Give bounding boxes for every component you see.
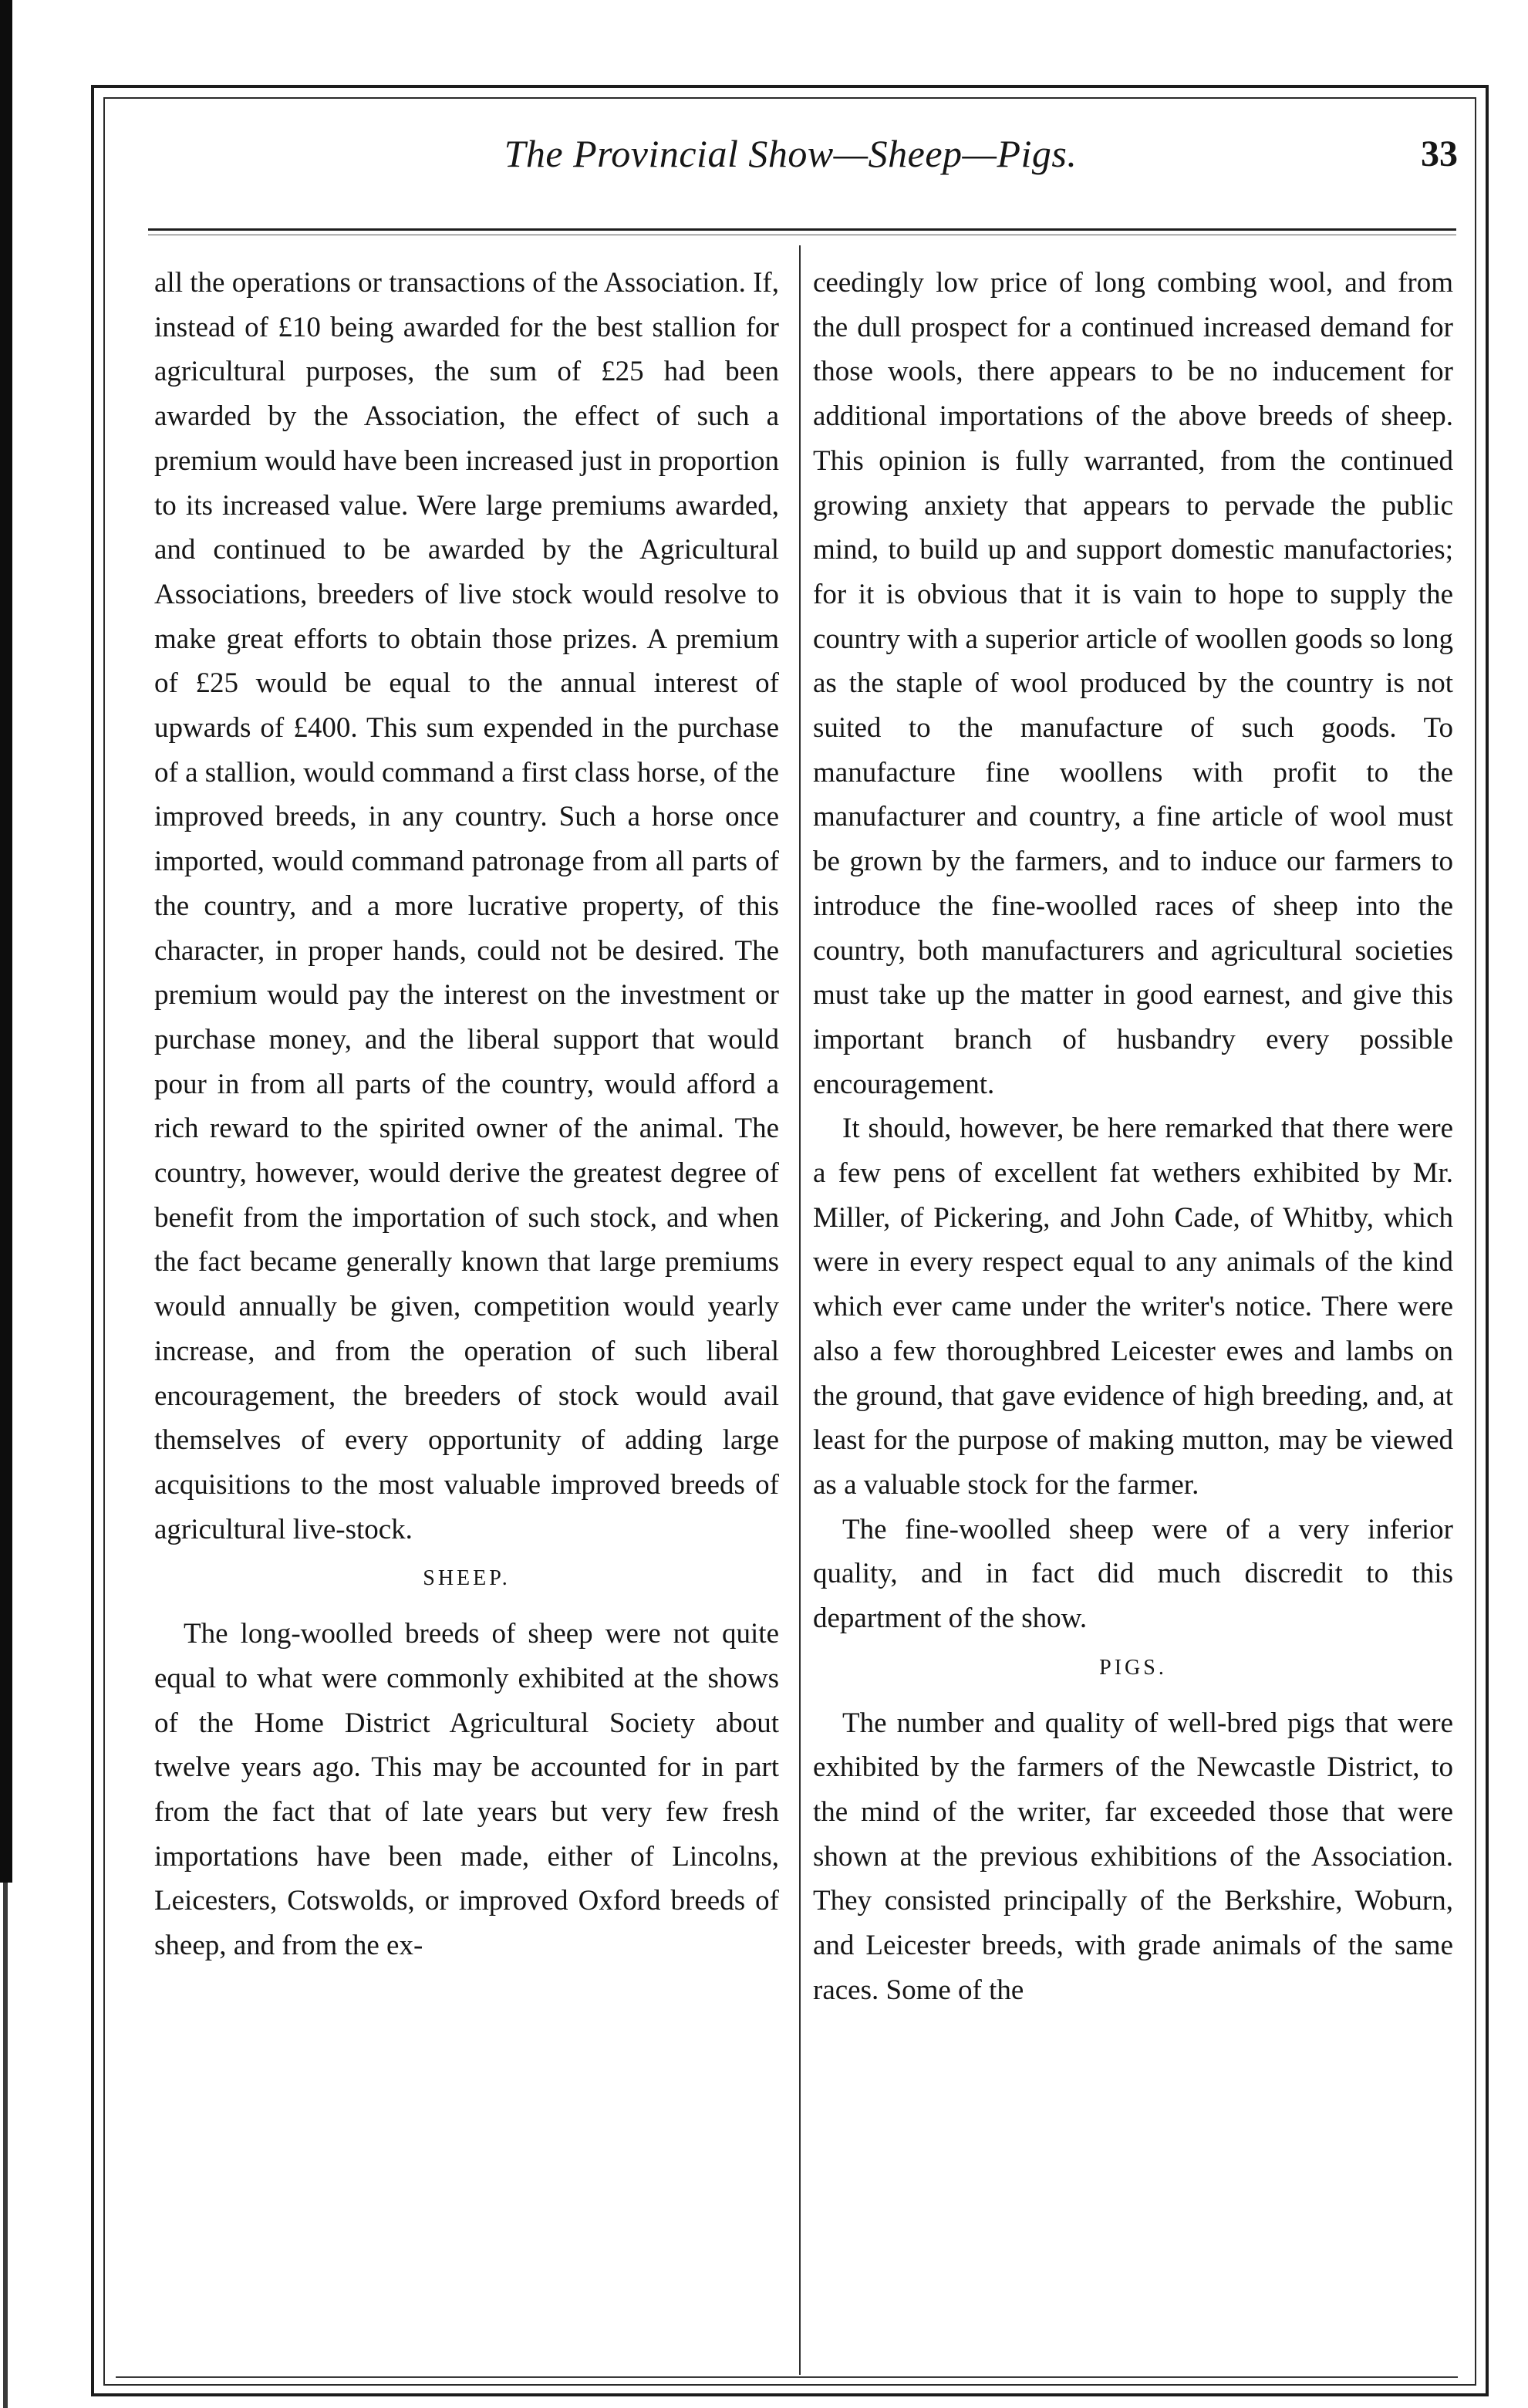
bottom-rule <box>116 2376 1458 2378</box>
right-paragraph-1: ceedingly low price of long combing wool, and from the dull prospect for a continued increased demand for those wools, there appears to be no inducement for additional importations of the above breeds of sheep. This opinion is fully warranted, from the continued growing anxiety that appears to pervade the public mind, to build up and support domestic manufactories; for it is obvious that it is vain to hope to supply the country with a superior article of woollen goods so long as the staple of wool produced by the country is not suited to the manufacture of such goods. To manufacture fine woollens with profit to the manufacturer and country, a fine article of wool must be grown by the farmers, and to induce our farmers to introduce the fine-woolled races of sheep into the country, both manufacturers and agricultural societies must take up the matter in good earnest, and give this important branch of husbandry every possible encouragement. <box>813 267 1453 1100</box>
right-paragraph-3: The fine-woolled sheep were of a very inferior quality, and in fact did much discredit to this department of the show. <box>813 1513 1453 1635</box>
page-number: 33 <box>1421 133 1458 174</box>
right-column <box>813 261 1453 2012</box>
left-column <box>154 261 779 1968</box>
header-rule <box>148 228 1456 231</box>
scan-edge-shadow-lower <box>3 1883 8 2408</box>
column-divider <box>799 245 801 2375</box>
left-paragraph-2: The long-woolled breeds of sheep were not quite equal to what were commonly exhibited at the shows of the Home District Agricultural Society about twelve years ago. This may be accounted for in part from the fact that of late years but very few fresh importations have been made, either of Lincolns, Leicesters, Cotswolds, or improved Oxford breeds of sheep, and from the ex- <box>154 1618 779 1962</box>
left-paragraph-1: all the operations or transactions of the Association. If, instead of £10 being awarded for the best stallion for agricultural purposes, the sum of £25 had been awarded by the Association, the effect of such a premium would have been increased just in proportion to its increased value. Were large premiums awarded, and continued to be awarded by the Agricultural Associations, breeders of live stock would resolve to make great efforts to obtain those prizes. A premium of £25 would be equal to the annual interest of upwards of £400. This sum expended in the purchase of a stallion, would command a first class horse, of the improved breeds, in any country. Such a horse once imported, would command patronage from all parts of the country, and a more lucrative property, of this character, in proper hands, could not be desired. The premium would pay the interest on the investment or purchase money, and the liberal support that would pour in from all parts of the country, would afford a rich reward to the spirited owner of the animal. The country, however, would derive the greatest degree of benefit from the importation of such stock, and when the fact became generally known that large premiums would annually be given, competition would yearly increase, and from the operation of such liberal encouragement, the breeders of stock would avail themselves of every opportunity of adding large acquisitions to the most valuable improved breeds of agricultural live-stock. <box>154 267 779 1545</box>
right-paragraph-2: It should, however, be here remarked that there were a few pens of excellent fat wethers exhibited by Mr. Miller, of Pickering, and John Cade, of Whitby, which were in every respect equal to any animals of the kind which ever came under the writer's notice. There were also a few thoroughbred Leicester ewes and lambs on the ground, that gave evidence of high breeding, and, at least for the purpose of making mutton, may be viewed as a valuable stock for the farmer. <box>813 1113 1453 1501</box>
page-header <box>116 116 1466 201</box>
running-title: The Provincial Show—Sheep—Pigs. <box>504 132 1078 175</box>
section-heading-sheep: SHEEP. <box>423 1566 511 1591</box>
scan-edge-shadow <box>0 0 12 1883</box>
right-paragraph-4: The number and quality of well-bred pigs that were exhibited by the farmers of the Newcastle District, to the mind of the writer, far exceeded those that were shown at the previous exhibitions of the Association. They consisted principally of the Berkshire, Woburn, and Leicester breeds, with grade animals of the same races. Some of the <box>813 1707 1453 2006</box>
section-heading-pigs: PIGS. <box>1099 1655 1167 1680</box>
